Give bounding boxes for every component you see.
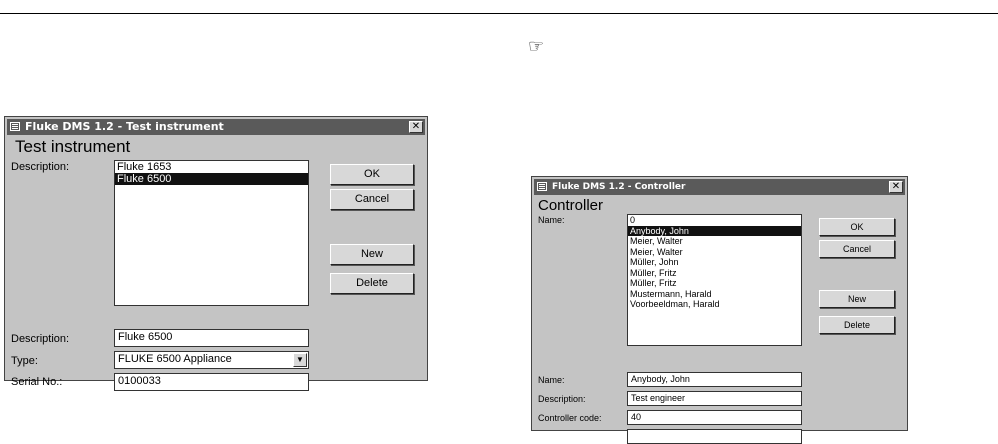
- page-top-rule: [0, 13, 998, 14]
- controller-code-field[interactable]: 40: [627, 410, 802, 425]
- serial-label: Serial No.:: [11, 376, 63, 388]
- list-item[interactable]: Müller, Fritz: [630, 267, 677, 278]
- cancel-button[interactable]: Cancel: [819, 240, 895, 258]
- list-item[interactable]: Müller, Fritz: [630, 278, 677, 288]
- close-icon[interactable]: ✕: [409, 121, 423, 133]
- ok-button[interactable]: OK: [819, 218, 895, 236]
- list-item[interactable]: Fluke 1653: [117, 161, 172, 173]
- name-field[interactable]: Anybody, John: [627, 372, 802, 387]
- list-label: Description:: [11, 161, 70, 173]
- controller-code-label: Controller code:: [538, 413, 602, 423]
- pointing-hand-icon: ☞: [528, 36, 545, 57]
- description-label: Description:: [11, 333, 70, 345]
- form-icon: [10, 122, 20, 131]
- delete-button[interactable]: Delete: [330, 273, 414, 294]
- controller-list[interactable]: [627, 214, 802, 346]
- close-icon[interactable]: ✕: [889, 181, 903, 193]
- chevron-down-icon[interactable]: ▼: [293, 353, 307, 367]
- page-title: Controller: [538, 197, 604, 214]
- test-instrument-window: [4, 116, 428, 388]
- type-value: FLUKE 6500 Appliance: [118, 353, 232, 365]
- list-item[interactable]: Meier, Walter: [630, 246, 683, 257]
- new-button[interactable]: New: [819, 290, 895, 308]
- list-item-selected[interactable]: Anybody, John: [628, 226, 801, 237]
- list-item[interactable]: Meier, Walter: [630, 236, 683, 246]
- form-icon: [537, 182, 547, 191]
- list-item[interactable]: Voorbeeldman, Harald: [630, 299, 720, 309]
- description-field[interactable]: Test engineer: [627, 391, 802, 406]
- list-item[interactable]: Müller, John: [630, 257, 679, 267]
- next-field[interactable]: [627, 429, 802, 444]
- description-field[interactable]: Fluke 6500: [114, 329, 309, 347]
- type-select[interactable]: [114, 351, 309, 369]
- page-title: Test instrument: [15, 137, 131, 156]
- cancel-button[interactable]: Cancel: [330, 189, 414, 210]
- type-label: Type:: [11, 355, 38, 367]
- title-bar[interactable]: [534, 179, 905, 195]
- description-label: Description:: [538, 394, 586, 404]
- list-item[interactable]: Mustermann, Harald: [630, 288, 712, 299]
- new-button[interactable]: New: [330, 244, 414, 265]
- window-title: Fluke DMS 1.2 - Test instrument: [25, 120, 224, 133]
- window-title: Fluke DMS 1.2 - Controller: [552, 182, 686, 192]
- controller-window: [531, 176, 908, 431]
- name-label: Name:: [538, 375, 565, 385]
- list-item-selected[interactable]: Fluke 6500: [115, 173, 308, 185]
- serial-field[interactable]: 0100033: [114, 373, 309, 391]
- ok-button[interactable]: OK: [330, 164, 414, 185]
- list-item[interactable]: 0: [630, 215, 636, 225]
- instrument-list[interactable]: [114, 160, 309, 306]
- list-label: Name:: [538, 215, 565, 225]
- title-bar[interactable]: [7, 119, 425, 135]
- delete-button[interactable]: Delete: [819, 316, 895, 334]
